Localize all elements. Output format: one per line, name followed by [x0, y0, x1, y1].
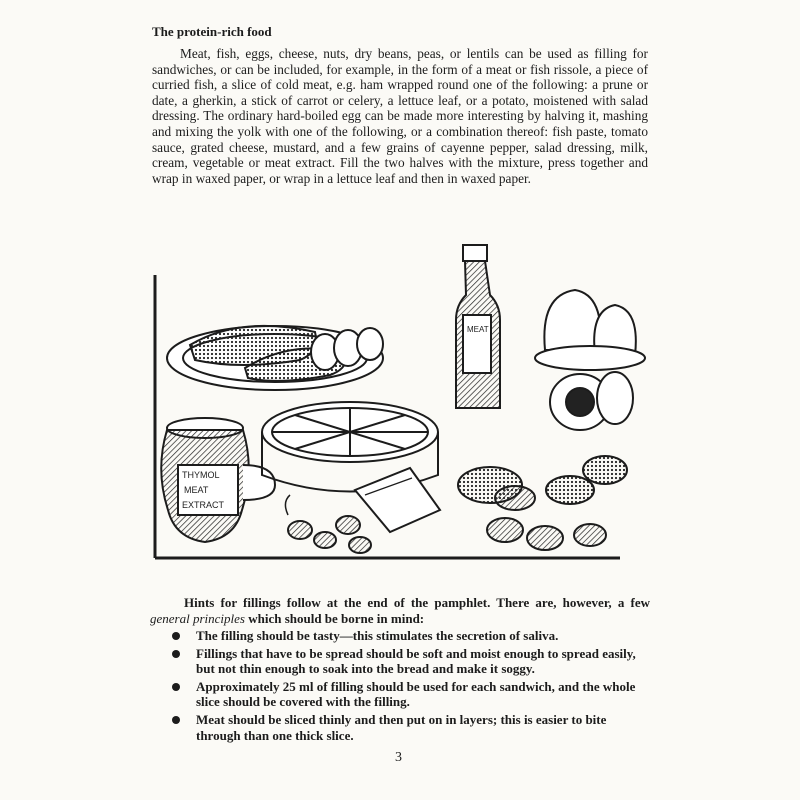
hints-intro: Hints for fillings follow at the end of the pamphlet. There are, however, a few general principles which should be borne in mind:: [150, 595, 650, 626]
list-item: Approximately 25 ml of filling should be used for each sandwich, and the whole slice should be covered with the filling.: [170, 679, 650, 710]
egg-shakers: [535, 290, 645, 370]
bullet-icon: [172, 632, 180, 640]
bottle-label: MEAT: [467, 325, 489, 334]
cheese-wedge: [355, 468, 440, 532]
list-item: The filling should be tasty—this stimulates the secretion of saliva.: [170, 628, 650, 644]
bullet-icon: [172, 716, 180, 724]
section-heading: The protein-rich food: [152, 24, 272, 39]
jar-label-line-3: EXTRACT: [182, 500, 225, 510]
fish-plate: [167, 326, 383, 390]
extract-bottle: [456, 245, 500, 408]
prunes: [285, 495, 371, 553]
list-item: Meat should be sliced thinly and then put on in layers; this is easier to bite through than one thick slice.: [170, 712, 650, 743]
halved-egg: [550, 372, 633, 430]
crackers-and-dates: [458, 456, 627, 550]
jar-label-line-2: MEAT: [184, 485, 209, 495]
bullet-icon: [172, 683, 180, 691]
protein-paragraph: Meat, fish, eggs, cheese, nuts, dry beans, peas, or lentils can be used as filling for sandwiches, or can be included, for example, in the form of a meat or fish rissole, a piece of curried fish, a slice of cold meat, e.g. ham wrapped round one of the following: a prune or date, a gherkin, a stick of carrot or celery, a lettuce leaf, or a potato, moistened with salad dressing. The ordinary hard-boiled egg can be made more interesting by halving it, mashing and mixing the yolk with one of the following, or a combination thereof: fish paste, tomato sauce, grated cheese, mustard, and a few grains of cayenne pepper, salad dressing, milk, cream, vegetable or meat extract. Fill the two halves with the mixture, press together and wrap in waxed paper, or wrap in a lettuce leaf and then in waxed paper.: [152, 46, 648, 186]
list-item: Fillings that have to be spread should be soft and moist enough to spread easily, but not thin enough to soak into the bread and make it soggy.: [170, 646, 650, 677]
page-number: 3: [395, 750, 402, 765]
bullet-icon: [172, 650, 180, 658]
protein-foods-illustration: [150, 240, 650, 575]
principles-list: [170, 628, 650, 745]
general-principles-emphasis: general principles: [150, 610, 245, 626]
meat-extract-jar: [161, 418, 275, 542]
jar-label-line-1: THYMOL: [182, 470, 220, 480]
